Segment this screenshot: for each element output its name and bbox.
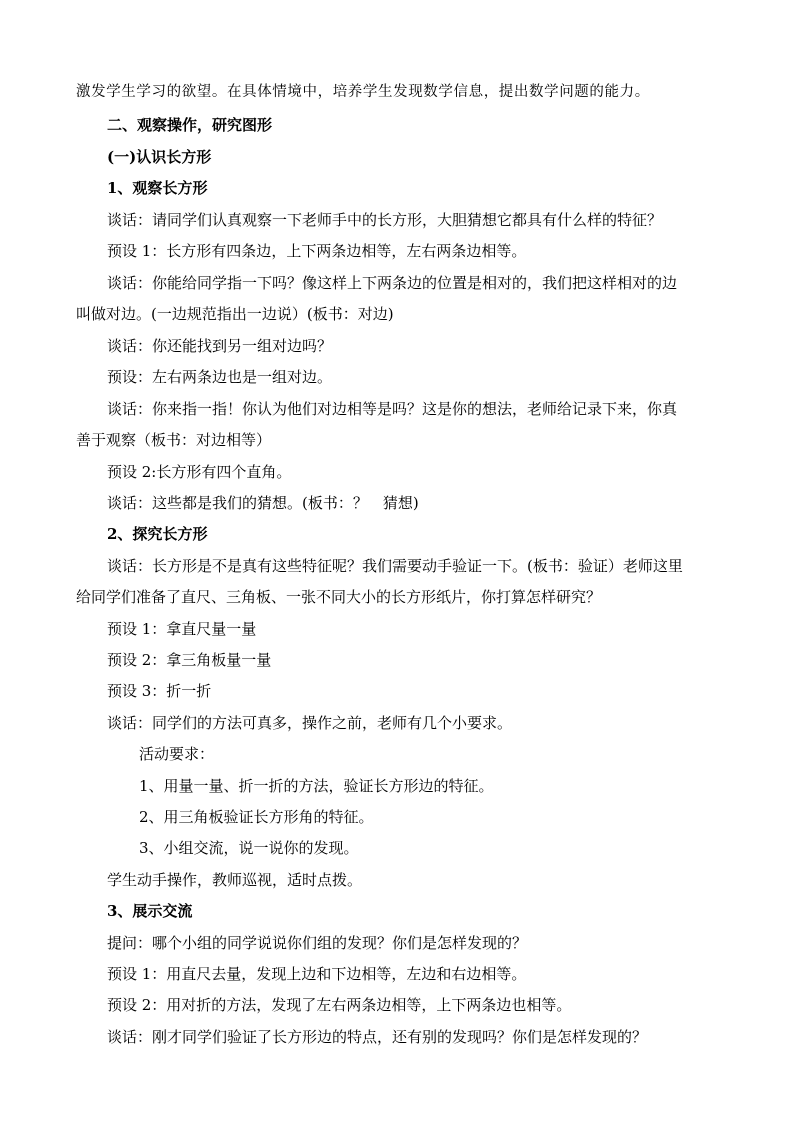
activity-requirement-item: 1、用量一量、折一折的方法，验证长方形边的特征。 — [139, 777, 494, 795]
dialogue-line: 谈话：请同学们认真观察一下老师手中的长方形，大胆猜想它都具有什么样的特征？ — [107, 211, 663, 229]
preset-line: 预设 1：拿直尺量一量 — [107, 620, 257, 638]
dialogue-line: 谈话：这些都是我们的猜想。(板书：？ 猜想) — [107, 494, 419, 512]
dialogue-continuation: 善于观察（板书：对边相等） — [76, 431, 272, 449]
paragraph-line: 学生动手操作，教师巡视，适时点拨。 — [107, 871, 363, 889]
dialogue-line: 谈话：你还能找到另一组对边吗？ — [107, 337, 333, 355]
preset-line: 预设 2：用对折的方法，发现了左右两条边相等，上下两条边也相等。 — [107, 996, 572, 1014]
step-heading-share: 3、展示交流 — [107, 902, 193, 920]
dialogue-continuation: 叫做对边。(一边规范指出一边说）(板书：对边) — [76, 305, 394, 323]
question-line: 提问：哪个小组的同学说说你们组的发现？你们是怎样发现的？ — [107, 934, 528, 952]
preset-line: 预设 1：长方形有四条边，上下两条边相等，左右两条边相等。 — [107, 242, 527, 260]
dialogue-line: 谈话：同学们的方法可真多，操作之前，老师有几个小要求。 — [107, 714, 513, 732]
dialogue-line: 谈话：长方形是不是真有这些特征呢？我们需要动手验证一下。(板书：验证）老师这里 — [107, 557, 683, 575]
section-heading: 二、观察操作，研究图形 — [107, 116, 273, 134]
activity-requirement-item: 2、用三角板验证长方形角的特征。 — [139, 808, 374, 826]
preset-line: 预设 3：折一折 — [107, 682, 212, 700]
dialogue-line: 谈话：你能给同学指一下吗？像这样上下两条边的位置是相对的，我们把这样相对的边 — [107, 274, 678, 292]
subsection-heading: (一)认识长方形 — [107, 148, 212, 166]
dialogue-line: 谈话：你来指一指！你认为他们对边相等是吗？这是你的想法，老师给记录下来，你真 — [107, 400, 678, 418]
preset-line: 预设：左右两条边也是一组对边。 — [107, 368, 333, 386]
preset-line: 预设 1：用直尺去量，发现上边和下边相等，左边和右边相等。 — [107, 965, 527, 983]
preset-line: 预设 2：拿三角板量一量 — [107, 651, 272, 669]
step-heading-explore: 2、探究长方形 — [107, 525, 208, 543]
dialogue-continuation: 给同学们准备了直尺、三角板、一张不同大小的长方形纸片，你打算怎样研究？ — [76, 588, 602, 606]
step-heading-observe: 1、观察长方形 — [107, 179, 208, 197]
activity-requirement-item: 3、小组交流，说一说你的发现。 — [139, 839, 359, 857]
preset-line: 预设 2:长方形有四个直角。 — [107, 463, 292, 481]
activity-requirements-title: 活动要求： — [139, 745, 215, 763]
intro-line: 激发学生学习的欲望。在具体情境中，培养学生发现数学信息，提出数学问题的能力。 — [76, 84, 650, 100]
dialogue-line: 谈话：刚才同学们验证了长方形边的特点，还有别的发现吗？你们是怎样发现的？ — [107, 1028, 648, 1046]
